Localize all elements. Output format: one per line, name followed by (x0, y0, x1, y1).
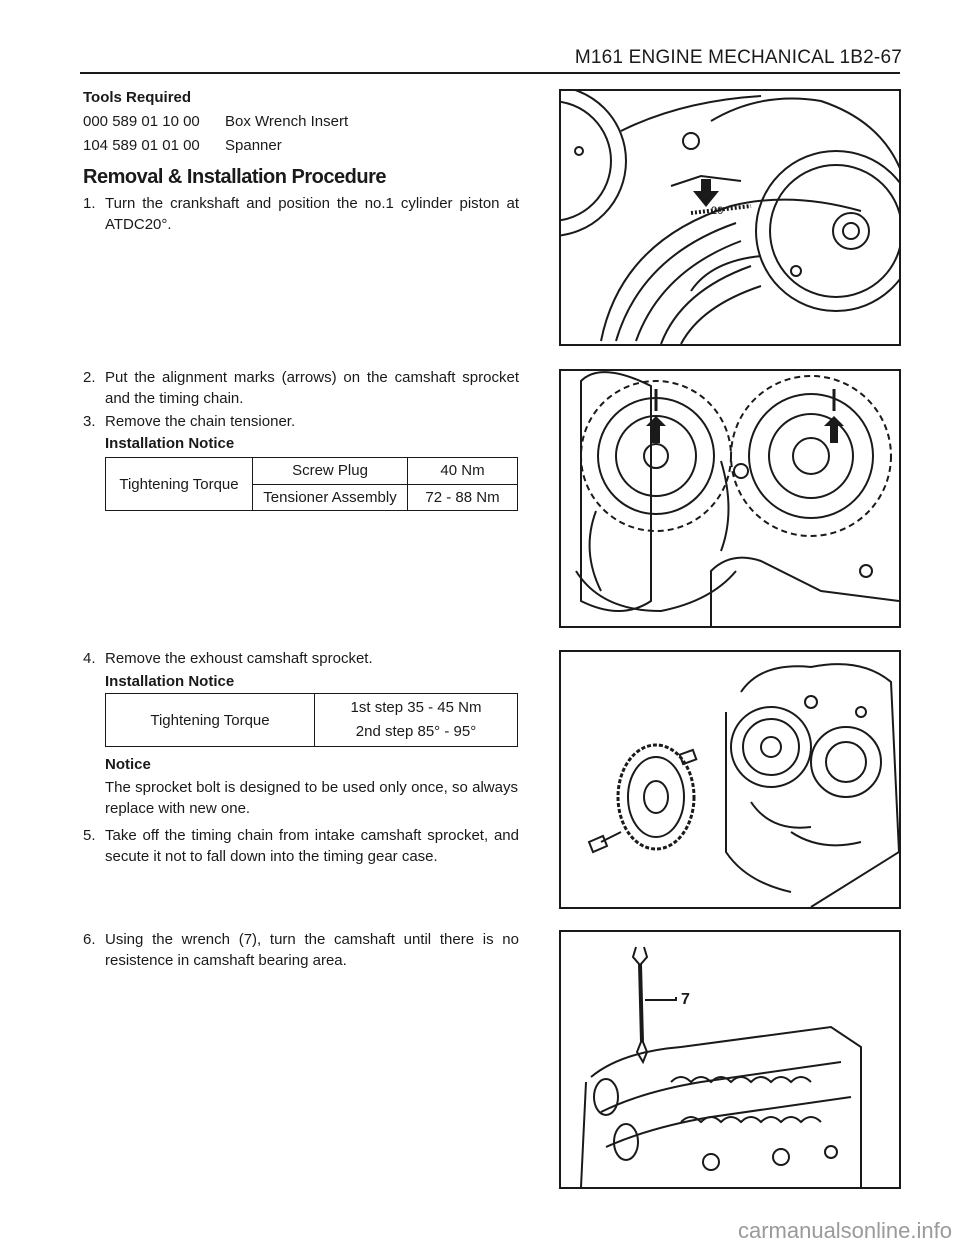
step-6 (83, 929, 519, 971)
step-2 (83, 367, 519, 409)
tool-part-number: 104 589 01 01 00 (83, 137, 200, 154)
step-number: 1. (83, 195, 96, 212)
torque-table-tensioner (105, 457, 518, 511)
step-text: Put the alignment marks (arrows) on the camshaft sprocket and the timing chain. (105, 369, 519, 407)
torque-step-2: 2nd step 85° - 95° (355, 723, 477, 740)
tool-row (83, 134, 523, 158)
step-1 (83, 193, 519, 235)
step-4 (83, 648, 519, 669)
step-text: Remove the exhoust camshaft sprocket. (105, 650, 373, 667)
step-text: Remove the chain tensioner. (105, 413, 296, 430)
page-title: M161 ENGINE MECHANICAL 1B2-67 (574, 47, 902, 68)
step-3 (83, 411, 519, 432)
step-text: Take off the timing chain from intake camshaft sprocket, and secute it not to fall down into the timing gear case. (105, 827, 519, 865)
step-text: Turn the crankshaft and position the no.1 cylinder piston at ATDC20°. (105, 195, 519, 233)
tools-heading: Tools Required (83, 89, 192, 106)
exhaust-sprocket-illustration (561, 652, 899, 907)
notice-text: The sprocket bolt is designed to be used only once, so always replace with new one. (105, 779, 518, 817)
wrench-callout-label: 7 (681, 991, 690, 1008)
camshaft-sprockets-illustration (561, 371, 899, 626)
torque-item: Tensioner Assembly (253, 484, 408, 511)
tool-part-number: 000 589 01 10 00 (83, 113, 200, 130)
tools-required (83, 86, 523, 158)
step-5 (83, 825, 519, 867)
torque-row-header: Tightening Torque (106, 458, 253, 511)
torque-table-sprocket (105, 693, 518, 747)
step-number: 3. (83, 413, 96, 430)
torque-steps (315, 694, 518, 747)
tool-row (83, 110, 523, 134)
step-number: 5. (83, 827, 96, 844)
torque-value: 40 Nm (408, 458, 518, 485)
figure-camshaft-sprockets (559, 369, 901, 628)
crankshaft-pulley-illustration (561, 91, 899, 344)
torque-step-1: 1st step 35 - 45 Nm (350, 699, 482, 716)
torque-row-header: Tightening Torque (106, 694, 315, 747)
installation-notice-label: Installation Notice (105, 673, 235, 690)
figure-crankshaft-pulley (559, 89, 901, 346)
step-text: Using the wrench (7), turn the camshaft until there is no resistence in camshaft bearing area. (105, 931, 519, 969)
installation-notice-label: Installation Notice (105, 435, 235, 452)
notice-label: Notice (105, 756, 151, 773)
tool-name: Spanner (225, 137, 282, 154)
torque-value: 72 - 88 Nm (408, 484, 518, 511)
camshaft-wrench-illustration (561, 932, 899, 1187)
header-divider (80, 72, 900, 74)
step-number: 2. (83, 369, 96, 386)
watermark: carmanualsonline.info (737, 1218, 952, 1243)
step-number: 6. (83, 931, 96, 948)
figure-exhaust-sprocket (559, 650, 901, 909)
figure-camshaft-wrench (559, 930, 901, 1189)
degree-mark-label: 20 (711, 205, 724, 217)
page-header (0, 0, 960, 80)
torque-item: Screw Plug (253, 458, 408, 485)
section-title: Removal & Installation Procedure (83, 166, 386, 188)
step-number: 4. (83, 650, 96, 667)
tool-name: Box Wrench Insert (225, 113, 349, 130)
